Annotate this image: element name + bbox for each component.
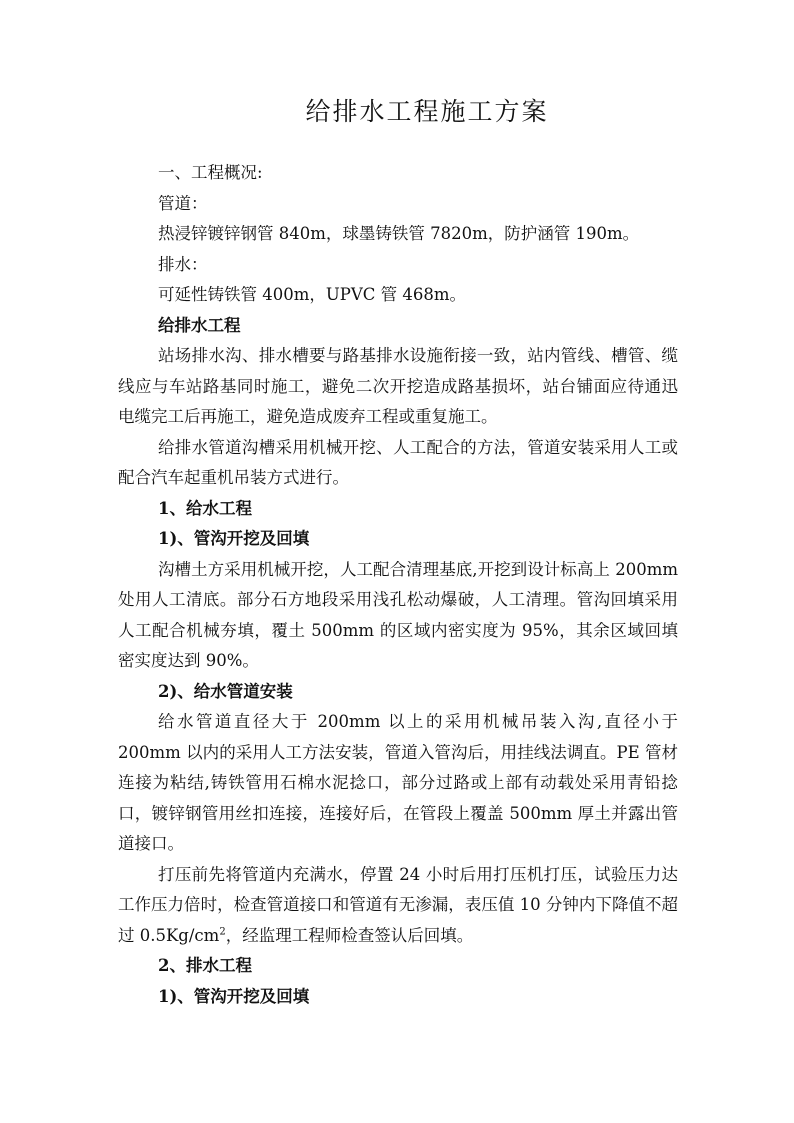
pressure-test-text-before: 打压前先将管道内充满水，停置 24 小时后用打压机打压，试验压力达工作压力倍时，检查管道接口和管道有无渗漏，表压值 10 分钟内下降值不超过 0.5Kg/cm <box>118 864 678 945</box>
water-supply-sub2-text: 给水管道直径大于 200mm 以上的采用机械吊装入沟,直径小于 200mm 以内的采用人工方法安装，管道入管沟后，用挂线法调直。PE 管材连接为粘结,铸铁管用石棉水泥捻口，部分过路或上部有动载处采用青铅捻口，镀锌钢管用丝扣连接，连接好后，在管段上覆盖 500mm 厚土并露出管道接口。 <box>118 712 678 853</box>
drainage-heading: 2、排水工程 <box>158 956 252 975</box>
pressure-unit-superscript: 2 <box>219 926 226 937</box>
pressure-test-text <box>118 860 678 952</box>
drain-label: 排水： <box>158 254 208 274</box>
water-supply-heading: 1、给水工程 <box>158 498 252 518</box>
water-supply-sub1-text: 沟槽土方采用机械开挖，人工配合清理基底,开挖到设计标高上 200mm 处用人工清底。部分石方地段采用浅孔松动爆破，人工清理。管沟回填采用人工配合机械夯填，覆土 500mm 的区域内密实度为 95%，其余区域回填密实度达到 90%。 <box>118 559 678 670</box>
section-main-paragraph-1: 站场排水沟、排水槽要与路基排水设施衔接一致，站内管线、槽管、缆线应与车站路基同时施工，避免二次开挖造成路基损坏，站台铺面应待通迅电缆完工后再施工，避免造成废弃工程或重复施工。 <box>118 346 678 426</box>
pipe-text: 热浸锌镀锌钢管 840m，球墨铸铁管 7820m，防护涵管 190m。 <box>158 224 640 243</box>
document-body <box>118 158 678 1012</box>
water-supply-sub1-heading: 1)、管沟开挖及回填 <box>158 529 310 548</box>
pressure-test-text-after: ，经监理工程师检查签认后回填。 <box>225 925 474 945</box>
section-main-paragraph-2: 给排水管道沟槽采用机械开挖、人工配合的方法，管道安装采用人工或配合汽车起重机吊装方式进行。 <box>118 437 678 487</box>
section-main-heading: 给排水工程 <box>158 315 241 335</box>
pipe-label: 管道： <box>158 193 208 213</box>
drainage-sub1-heading: 1)、管沟开挖及回填 <box>158 986 310 1006</box>
water-supply-sub2-heading: 2)、给水管道安装 <box>158 681 293 701</box>
page-title: 给排水工程施工方案 <box>305 97 549 126</box>
overview-heading: 一、工程概况: <box>158 163 263 182</box>
drain-text: 可延性铸铁管 400m，UPVC 管 468m。 <box>158 285 467 304</box>
